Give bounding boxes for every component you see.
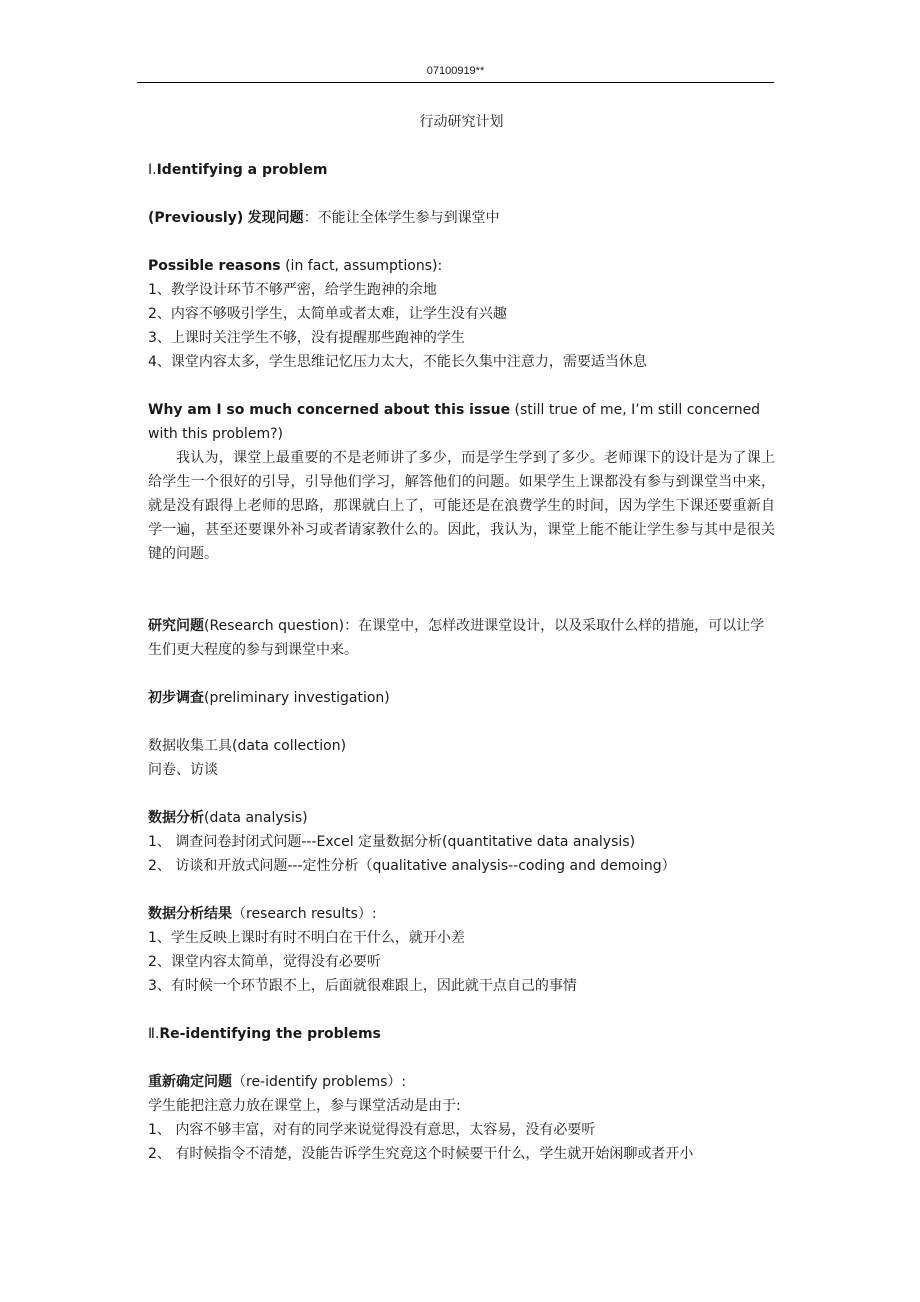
reasons-label: Possible reasons xyxy=(148,258,281,274)
data-analysis-item: 1、 调查问卷封闭式问题---Excel 定量数据分析(quantitative data analysis) xyxy=(148,834,636,850)
result-item: 3、有时候一个环节跟不上，后面就很难跟上，因此就干点自己的事情 xyxy=(148,978,577,994)
preliminary-heading xyxy=(148,686,775,710)
result-item: 1、学生反映上课时有时不明白在干什么，就开小差 xyxy=(148,930,465,946)
reidentify-label: 重新确定问题 xyxy=(148,1074,232,1090)
data-analysis-heading xyxy=(148,806,775,830)
previously-label-cn: 发现问题 xyxy=(247,210,304,226)
section-1-numeral: Ⅰ. xyxy=(148,162,157,178)
previously-line xyxy=(148,206,775,230)
data-collection-label: 数据收集工具(data collection) xyxy=(148,738,347,754)
document-body xyxy=(148,110,775,1166)
previously-label-en: (Previously) xyxy=(148,210,244,226)
previously-text: ：不能让全体学生参与到课堂中 xyxy=(303,210,500,226)
reidentify-item: 2、 有时候指令不清楚，没能告诉学生究竟这个时候要干什么，学生就开始闲聊或者开小 xyxy=(148,1146,694,1162)
concern-label: Why am I so much concerned about this issue xyxy=(148,402,511,418)
data-analysis-item: 2、 访谈和开放式问题---定性分析（qualitative analysis--coding and demoing） xyxy=(148,858,676,874)
section-2-numeral: Ⅱ. xyxy=(148,1026,160,1042)
research-question-label: 研究问题 xyxy=(148,618,204,634)
data-analysis-label: 数据分析 xyxy=(148,810,204,826)
research-question-text: (Research question)：在课堂中，怎样改进课堂设计，以及采取什么样的措施，可以让学生们更大程度的参与到课堂中来。 xyxy=(148,618,765,658)
section-1-heading xyxy=(148,158,775,182)
reidentify-intro: 学生能把注意力放在课堂上，参与课堂活动是由于: xyxy=(148,1098,461,1114)
reasons-heading xyxy=(148,254,775,278)
concern-heading xyxy=(148,398,775,446)
results-label: 数据分析结果 xyxy=(148,906,232,922)
data-collection-value: 问卷、访谈 xyxy=(148,762,218,778)
section-2-title: Re-identifying the problems xyxy=(159,1026,381,1042)
page-title: 行动研究计划 xyxy=(419,114,504,130)
header-code: 07100919** xyxy=(426,65,485,77)
concern-paragraph: 我认为，课堂上最重要的不是老师讲了多少，而是学生学到了多少。老师课下的设计是为了课上给学生一个很好的引导，引导他们学习，解答他们的问题。如果学生上课都没有参与到课堂当中来，就是没有跟得上老师的思路，那课就白上了，可能还是在浪费学生的时间，因为学生下课还要重新自学一遍，甚至还要课外补习或者请家教什么的。因此，我认为，课堂上能不能让学生参与其中是很关键的问题。 xyxy=(148,450,775,562)
reidentify-note: （re-identify problems）: xyxy=(232,1074,407,1090)
reidentify-item: 1、 内容不够丰富，对有的同学来说觉得没有意思，太容易，没有必要听 xyxy=(148,1122,596,1138)
preliminary-text: (preliminary investigation) xyxy=(204,690,390,706)
section-1-title: Identifying a problem xyxy=(156,162,328,178)
preliminary-label: 初步调查 xyxy=(148,690,204,706)
reidentify-heading xyxy=(148,1070,775,1094)
reason-item: 2、内容不够吸引学生，太简单或者太难，让学生没有兴趣 xyxy=(148,306,507,322)
data-analysis-note: (data analysis) xyxy=(204,810,308,826)
reason-item: 3、上课时关注学生不够，没有提醒那些跑神的学生 xyxy=(148,330,465,346)
research-question xyxy=(148,614,775,662)
reason-item: 1、教学设计环节不够严密，给学生跑神的余地 xyxy=(148,282,437,298)
header-rule xyxy=(137,82,774,83)
result-item: 2、课堂内容太简单，觉得没有必要听 xyxy=(148,954,381,970)
reason-item: 4、课堂内容太多，学生思维记忆压力太大，不能长久集中注意力，需要适当休息 xyxy=(148,354,647,370)
results-note: （research results）: xyxy=(232,906,377,922)
section-2-heading xyxy=(148,1022,775,1046)
concern-note: (still true of me, I’m still concerned with this problem?) xyxy=(148,402,761,442)
reasons-note: (in fact, assumptions): xyxy=(280,258,443,274)
results-heading xyxy=(148,902,775,926)
